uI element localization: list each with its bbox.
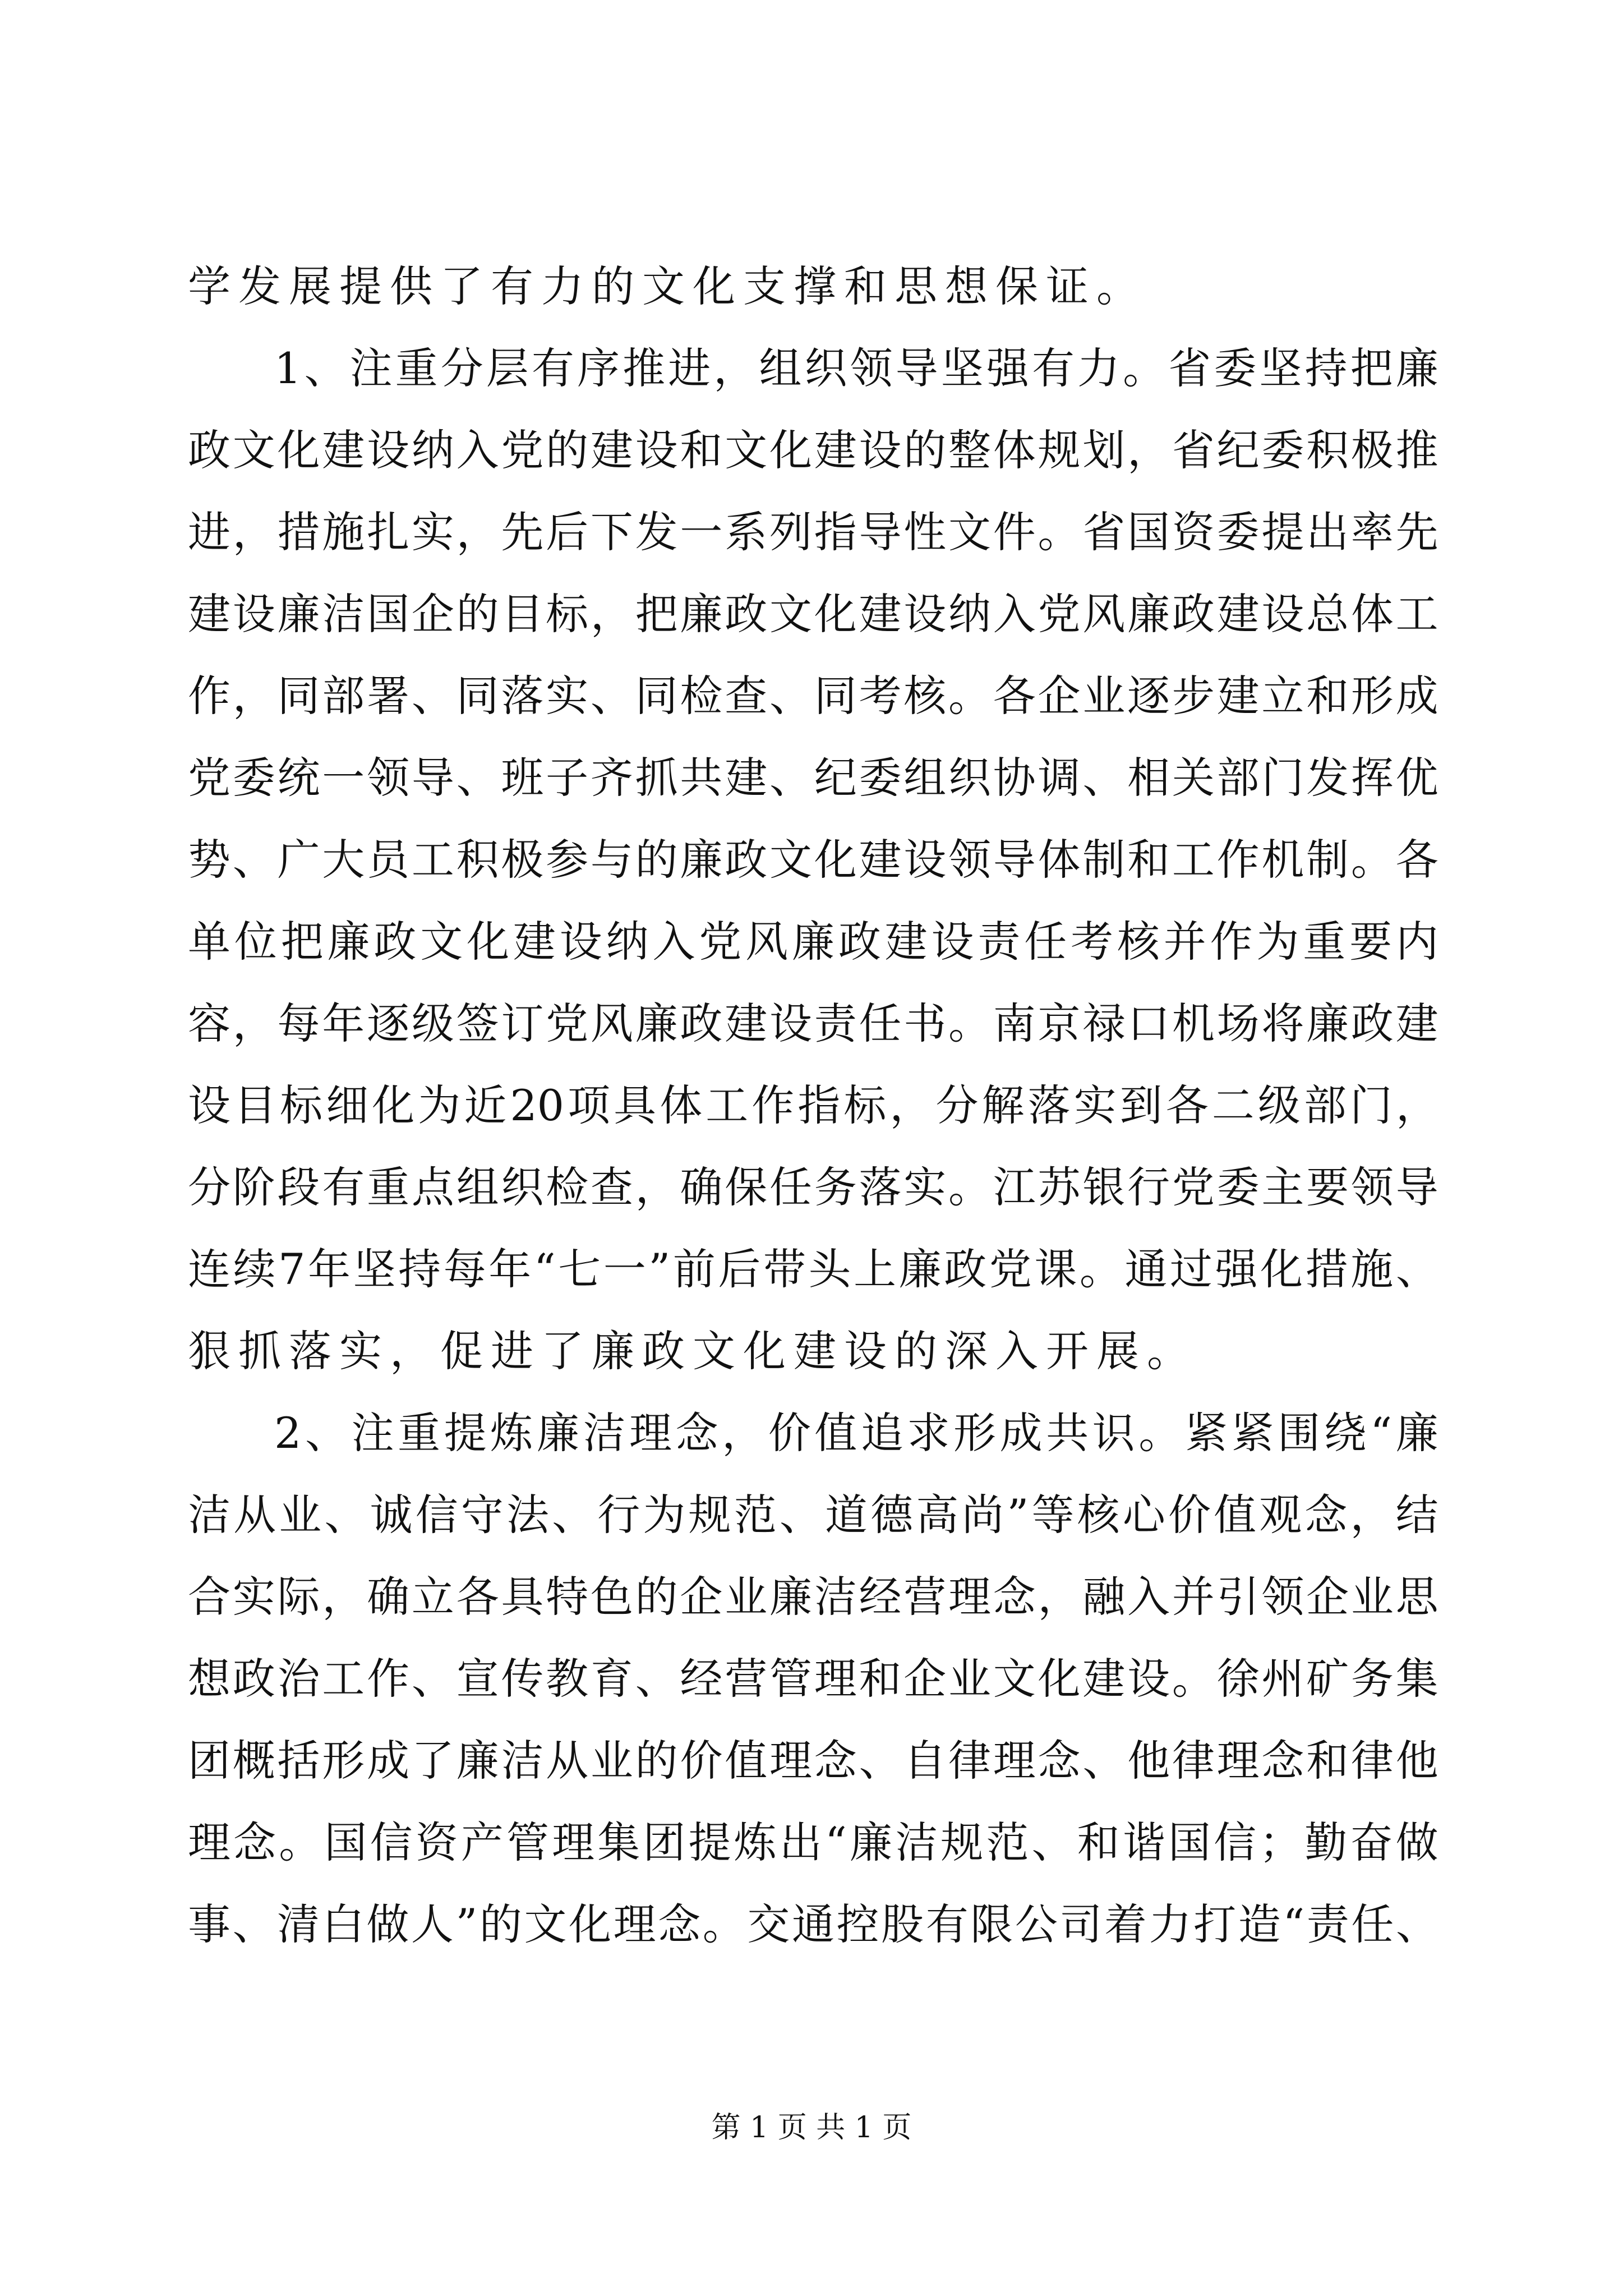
text-line: 学发展提供了有力的文化支撑和思想保证。 — [188, 261, 1147, 311]
text-line: 党 委 统 一 领 导 、 班 子 齐 抓 共 建 、 纪 委 组 织 协 调 、 相 关 部 门 发 挥 优 — [188, 753, 1438, 803]
text-line: 洁 从 业 、 诚 信 守 法 、 行 为 规 范 、 道 德 高 尚 ” 等 核 心 价 值 观 念 ， 结 — [188, 1490, 1438, 1540]
text-line: 势 、 广 大 员 工 积 极 参 与 的 廉 政 文 化 建 设 领 导 体 制 和 工 作 机 制 。 各 — [188, 835, 1438, 885]
text-line: 分 阶 段 有 重 点 组 织 检 查 ， 确 保 任 务 落 实 。 江 苏 银 行 党 委 主 要 领 导 — [188, 1162, 1438, 1212]
text-line: 狠抓落实，促进了廉政文化建设的深入开展。 — [188, 1326, 1197, 1376]
text-line: 政 文 化 建 设 纳 入 党 的 建 设 和 文 化 建 设 的 整 体 规 划 ， 省 纪 委 积 极 推 — [188, 425, 1438, 475]
text-line: 1 、 注 重 分 层 有 序 推 进 ， 组 织 领 导 坚 强 有 力 。 省 委 坚 持 把 廉 — [274, 343, 1438, 393]
text-line: 事 、 清 白 做 人 ” 的 文 化 理 念 。 交 通 控 股 有 限 公 司 着 力 打 造 “ 责 任 、 — [188, 1899, 1438, 1949]
text-line: 理 念 。 国 信 资 产 管 理 集 团 提 炼 出 “ 廉 洁 规 范 、 和 谐 国 信 ； 勤 奋 做 — [188, 1818, 1438, 1867]
text-line: 2 、 注 重 提 炼 廉 洁 理 念 ， 价 值 追 求 形 成 共 识 。 紧 紧 围 绕 “ 廉 — [274, 1408, 1438, 1458]
text-line: 单 位 把 廉 政 文 化 建 设 纳 入 党 风 廉 政 建 设 责 任 考 核 并 作 为 重 要 内 — [188, 917, 1438, 967]
text-line: 想 政 治 工 作 、 宣 传 教 育 、 经 营 管 理 和 企 业 文 化 建 设 。 徐 州 矿 务 集 — [188, 1654, 1438, 1704]
document-body — [188, 246, 1438, 1966]
text-line: 连 续 7 年 坚 持 每 年 “ 七 一 ” 前 后 带 头 上 廉 政 党 课 。 通 过 强 化 措 施 、 — [188, 1244, 1438, 1294]
text-line: 合 实 际 ， 确 立 各 具 特 色 的 企 业 廉 洁 经 营 理 念 ， 融 入 并 引 领 企 业 思 — [188, 1572, 1438, 1622]
text-line: 作 ， 同 部 署 、 同 落 实 、 同 检 查 、 同 考 核 。 各 企 业 逐 步 建 立 和 形 成 — [188, 671, 1438, 721]
text-line: 设 目 标 细 化 为 近 20 项 具 体 工 作 指 标 ， 分 解 落 实 到 各 二 级 部 门 ， — [188, 1080, 1438, 1130]
text-line: 容 ， 每 年 逐 级 签 订 党 风 廉 政 建 设 责 任 书 。 南 京 禄 口 机 场 将 廉 政 建 — [188, 999, 1438, 1048]
text-line: 建 设 廉 洁 国 企 的 目 标 ， 把 廉 政 文 化 建 设 纳 入 党 风 廉 政 建 设 总 体 工 — [188, 589, 1438, 639]
text-line: 进 ， 措 施 扎 实 ， 先 后 下 发 一 系 列 指 导 性 文 件 。 省 国 资 委 提 出 率 先 — [188, 507, 1438, 557]
text-line: 团 概 括 形 成 了 廉 洁 从 业 的 价 值 理 念 、 自 律 理 念 、 他 律 理 念 和 律 他 — [188, 1736, 1438, 1786]
page-footer: 第 1 页 共 1 页 — [711, 2111, 912, 2145]
